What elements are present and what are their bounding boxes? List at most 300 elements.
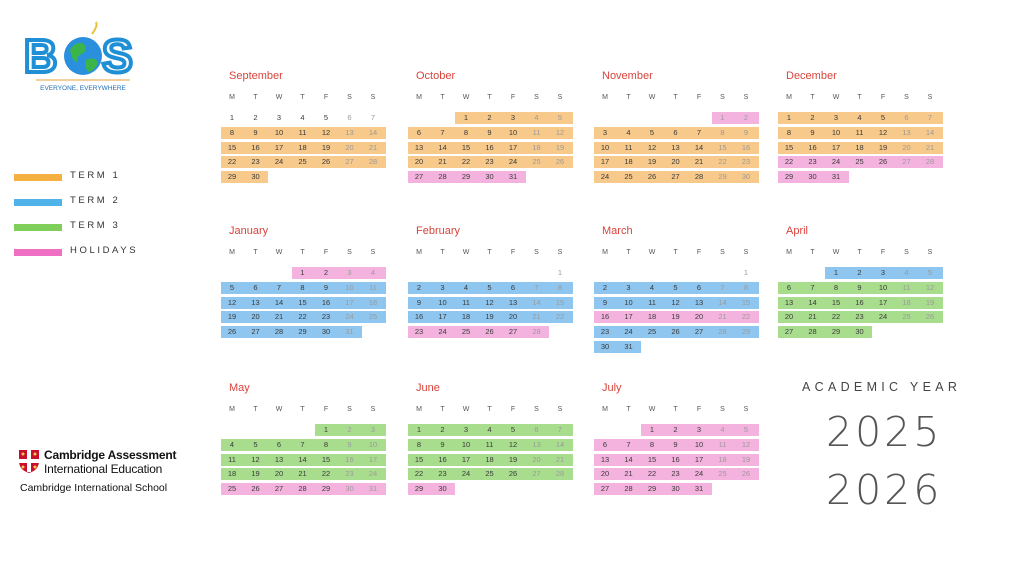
day-cell: 2 bbox=[323, 268, 329, 277]
day-cell: 25 bbox=[902, 312, 911, 322]
day-cell: 17 bbox=[368, 454, 378, 464]
day-cell: 24 bbox=[438, 327, 447, 337]
day-cell: 9 bbox=[347, 439, 352, 449]
day-cell: 19 bbox=[555, 142, 565, 152]
day-cell: 23 bbox=[345, 469, 354, 479]
day-cell: 24 bbox=[461, 469, 471, 479]
weekday-header: T bbox=[487, 406, 492, 413]
day-cell: 9 bbox=[487, 127, 492, 137]
year-start: 2025 bbox=[826, 408, 943, 456]
day-cell: 23 bbox=[855, 312, 864, 322]
day-cell: 9 bbox=[673, 439, 678, 449]
day-cell: 23 bbox=[600, 327, 610, 337]
month-name: March bbox=[602, 225, 633, 237]
day-cell: 17 bbox=[624, 312, 633, 322]
day-cell: 16 bbox=[345, 454, 354, 464]
month-february bbox=[408, 225, 578, 375]
day-cell: 13 bbox=[345, 127, 354, 137]
day-cell: 28 bbox=[718, 327, 727, 337]
day-cell: 18 bbox=[227, 469, 237, 479]
day-cell: 7 bbox=[370, 113, 376, 122]
day-cell: 29 bbox=[741, 327, 751, 337]
day-cell: 27 bbox=[345, 157, 354, 167]
day-cell: 30 bbox=[438, 484, 447, 494]
day-cell: 2 bbox=[857, 268, 862, 277]
day-cell: 7 bbox=[276, 282, 282, 292]
day-cell: 6 bbox=[696, 282, 702, 292]
day-cell: 19 bbox=[741, 454, 751, 464]
day-cell: 3 bbox=[626, 282, 631, 292]
day-cell: 17 bbox=[831, 142, 841, 152]
day-cell: 29 bbox=[414, 484, 424, 494]
weekday-header: T bbox=[440, 94, 445, 101]
day-cell: 8 bbox=[229, 127, 235, 137]
day-cell: 14 bbox=[532, 297, 541, 307]
day-cell: 10 bbox=[600, 142, 610, 152]
legend-item-term1 bbox=[14, 170, 154, 184]
legend-swatch-term3 bbox=[14, 224, 62, 231]
day-cell: 27 bbox=[671, 172, 680, 182]
day-cell: 17 bbox=[461, 454, 471, 464]
day-cell: 22 bbox=[298, 312, 307, 322]
day-cell: 10 bbox=[694, 439, 704, 449]
day-cell: 24 bbox=[600, 172, 610, 182]
day-cell: 28 bbox=[925, 157, 935, 167]
weekday-header: F bbox=[323, 94, 329, 101]
day-cell: 18 bbox=[298, 142, 307, 152]
day-cell: 22 bbox=[227, 157, 237, 167]
day-cell: 5 bbox=[927, 268, 933, 277]
day-cell: 28 bbox=[624, 484, 633, 494]
weekday-header: S bbox=[534, 406, 539, 413]
day-cell: 31 bbox=[345, 327, 354, 337]
day-cell: 29 bbox=[227, 172, 237, 182]
weekday-header: S bbox=[720, 406, 725, 413]
month-name: September bbox=[229, 70, 283, 82]
day-cell: 20 bbox=[784, 312, 794, 322]
weekday-header: T bbox=[253, 249, 258, 256]
day-cell: 7 bbox=[300, 439, 305, 449]
legend-swatch-term2 bbox=[14, 199, 62, 206]
day-cell: 6 bbox=[904, 113, 909, 122]
weekday-header: W bbox=[275, 249, 283, 256]
day-cell: 13 bbox=[902, 127, 911, 137]
day-cell: 4 bbox=[857, 113, 862, 122]
day-cell: 8 bbox=[416, 439, 422, 449]
day-cell: 29 bbox=[461, 172, 471, 182]
day-cell: 14 bbox=[808, 297, 817, 307]
day-cell: 17 bbox=[878, 297, 888, 307]
day-cell: 13 bbox=[414, 142, 424, 152]
day-cell: 23 bbox=[414, 327, 424, 337]
day-cell: 22 bbox=[784, 157, 794, 167]
day-cell: 1 bbox=[416, 425, 422, 434]
day-cell: 3 bbox=[463, 425, 469, 434]
weekday-header: S bbox=[743, 94, 749, 101]
day-cell: 1 bbox=[743, 268, 749, 277]
weekday-header: M bbox=[416, 406, 422, 413]
day-cell: 12 bbox=[485, 297, 494, 307]
year-end: 2026 bbox=[826, 466, 943, 514]
day-cell: 19 bbox=[647, 157, 657, 167]
day-cell: 19 bbox=[925, 297, 935, 307]
day-cell: 4 bbox=[463, 282, 469, 292]
day-cell: 6 bbox=[602, 439, 608, 449]
day-cell: 6 bbox=[673, 127, 678, 137]
day-cell: 21 bbox=[438, 157, 447, 167]
weekday-header: F bbox=[323, 249, 329, 256]
day-cell: 14 bbox=[694, 142, 704, 152]
day-cell: 11 bbox=[648, 297, 656, 307]
weekday-header: W bbox=[648, 406, 656, 413]
day-cell: 15 bbox=[647, 454, 657, 464]
day-cell: 9 bbox=[323, 282, 329, 292]
day-cell: 3 bbox=[510, 113, 516, 122]
day-cell: 22 bbox=[741, 312, 751, 322]
day-cell: 22 bbox=[321, 469, 331, 479]
day-cell: 7 bbox=[626, 439, 631, 449]
day-cell: 7 bbox=[696, 127, 702, 137]
day-cell: 24 bbox=[831, 157, 841, 167]
day-cell: 14 bbox=[298, 454, 307, 464]
day-cell: 25 bbox=[227, 484, 237, 494]
day-cell: 14 bbox=[925, 127, 935, 137]
day-cell: 1 bbox=[323, 425, 329, 434]
legend-label-holidays: HOLIDAYS bbox=[70, 245, 139, 256]
day-cell: 20 bbox=[251, 312, 260, 322]
month-october bbox=[408, 70, 578, 220]
weekday-header: F bbox=[880, 94, 886, 101]
day-cell: 18 bbox=[532, 142, 541, 152]
weekday-header: T bbox=[300, 249, 305, 256]
day-cell: 13 bbox=[671, 142, 680, 152]
day-cell: 25 bbox=[485, 469, 494, 479]
day-cell: 22 bbox=[414, 469, 424, 479]
day-cell: 6 bbox=[347, 113, 352, 122]
day-cell: 18 bbox=[855, 142, 864, 152]
day-cell: 16 bbox=[485, 142, 494, 152]
day-cell: 2 bbox=[440, 425, 445, 434]
day-cell: 21 bbox=[368, 142, 378, 152]
day-cell: 23 bbox=[485, 157, 494, 167]
day-cell: 27 bbox=[784, 327, 794, 337]
weekday-header: T bbox=[810, 249, 815, 256]
day-cell: 5 bbox=[743, 425, 749, 434]
weekday-header: W bbox=[832, 249, 840, 256]
day-cell: 6 bbox=[276, 439, 282, 449]
month-name: July bbox=[602, 382, 622, 394]
day-cell: 31 bbox=[831, 172, 841, 182]
day-cell: 18 bbox=[624, 157, 633, 167]
day-cell: 23 bbox=[438, 469, 447, 479]
day-cell: 12 bbox=[508, 439, 518, 449]
day-cell: 2 bbox=[347, 425, 352, 434]
day-cell: 7 bbox=[927, 113, 933, 122]
weekday-header: W bbox=[275, 406, 283, 413]
day-cell: 8 bbox=[649, 439, 655, 449]
day-cell: 5 bbox=[487, 282, 492, 292]
day-cell: 5 bbox=[323, 113, 329, 122]
day-cell: 1 bbox=[720, 113, 725, 122]
legend-label-term1: TERM 1 bbox=[70, 170, 121, 181]
day-cell: 13 bbox=[784, 297, 794, 307]
month-name: October bbox=[416, 70, 456, 82]
day-cell: 26 bbox=[321, 157, 331, 167]
day-cell: 26 bbox=[925, 312, 935, 322]
legend-item-holidays bbox=[14, 245, 154, 259]
day-cell: 20 bbox=[671, 157, 680, 167]
day-cell: 11 bbox=[228, 454, 236, 464]
day-cell: 21 bbox=[694, 157, 704, 167]
day-cell: 23 bbox=[251, 157, 260, 167]
legend-swatch-term1 bbox=[14, 174, 62, 181]
weekday-header: F bbox=[510, 94, 516, 101]
weekday-header: S bbox=[743, 406, 749, 413]
day-cell: 4 bbox=[487, 425, 492, 434]
day-cell: 6 bbox=[510, 282, 516, 292]
day-cell: 9 bbox=[743, 127, 749, 137]
day-cell: 28 bbox=[808, 327, 817, 337]
day-cell: 16 bbox=[808, 142, 817, 152]
day-cell: 15 bbox=[414, 454, 424, 464]
day-cell: 26 bbox=[227, 327, 237, 337]
weekday-header: F bbox=[696, 249, 702, 256]
day-cell: 2 bbox=[253, 113, 258, 122]
month-name: February bbox=[416, 225, 461, 237]
day-cell: 28 bbox=[532, 327, 541, 337]
weekday-header: T bbox=[253, 94, 258, 101]
day-cell: 11 bbox=[485, 439, 494, 449]
day-cell: 17 bbox=[600, 157, 610, 167]
day-cell: 4 bbox=[720, 425, 725, 434]
day-cell: 7 bbox=[810, 282, 815, 292]
svg-text:S: S bbox=[102, 30, 133, 82]
day-cell: 17 bbox=[274, 142, 284, 152]
day-cell: 27 bbox=[600, 484, 610, 494]
day-cell: 7 bbox=[440, 127, 445, 137]
day-cell: 15 bbox=[718, 142, 727, 152]
day-cell: 11 bbox=[902, 282, 911, 292]
day-cell: 14 bbox=[624, 454, 633, 464]
day-cell: 20 bbox=[694, 312, 704, 322]
day-cell: 22 bbox=[461, 157, 471, 167]
day-cell: 27 bbox=[902, 157, 911, 167]
day-cell: 9 bbox=[810, 127, 815, 137]
day-cell: 29 bbox=[321, 484, 331, 494]
day-cell: 12 bbox=[555, 127, 565, 137]
day-cell: 28 bbox=[555, 469, 565, 479]
weekday-header: S bbox=[370, 249, 376, 256]
day-cell: 16 bbox=[321, 297, 331, 307]
weekday-header: T bbox=[673, 406, 678, 413]
weekday-header: S bbox=[347, 406, 352, 413]
weekday-header: M bbox=[602, 406, 608, 413]
day-cell: 29 bbox=[298, 327, 307, 337]
day-cell: 24 bbox=[508, 157, 518, 167]
day-cell: 10 bbox=[274, 127, 284, 137]
day-cell: 23 bbox=[741, 157, 751, 167]
day-cell: 9 bbox=[416, 297, 422, 307]
day-cell: 14 bbox=[718, 297, 727, 307]
month-january bbox=[221, 225, 391, 375]
day-cell: 28 bbox=[438, 172, 447, 182]
day-cell: 10 bbox=[831, 127, 841, 137]
day-cell: 11 bbox=[624, 142, 633, 152]
day-cell: 17 bbox=[438, 312, 447, 322]
day-cell: 6 bbox=[416, 127, 422, 137]
day-cell: 10 bbox=[878, 282, 888, 292]
weekday-header: T bbox=[440, 406, 445, 413]
day-cell: 10 bbox=[438, 297, 447, 307]
day-cell: 20 bbox=[345, 142, 354, 152]
day-cell: 6 bbox=[786, 282, 792, 292]
day-cell: 18 bbox=[461, 312, 471, 322]
day-cell: 24 bbox=[345, 312, 354, 322]
day-cell: 24 bbox=[274, 157, 284, 167]
day-cell: 7 bbox=[557, 425, 563, 434]
day-cell: 1 bbox=[833, 268, 839, 277]
weekday-header: M bbox=[229, 249, 235, 256]
day-cell: 26 bbox=[647, 172, 657, 182]
day-cell: 8 bbox=[557, 282, 563, 292]
day-cell: 26 bbox=[508, 469, 518, 479]
day-cell: 12 bbox=[878, 127, 888, 137]
month-name: December bbox=[786, 70, 837, 82]
weekday-header: T bbox=[626, 249, 631, 256]
weekday-header: T bbox=[673, 94, 678, 101]
day-cell: 27 bbox=[251, 327, 260, 337]
day-cell: 22 bbox=[555, 312, 565, 322]
cambridge-line1: Cambridge Assessment bbox=[44, 448, 177, 462]
weekday-header: T bbox=[440, 249, 445, 256]
weekday-header: F bbox=[880, 249, 886, 256]
day-cell: 2 bbox=[487, 113, 492, 122]
day-cell: 13 bbox=[694, 297, 704, 307]
svg-text:B: B bbox=[24, 30, 58, 82]
day-cell: 15 bbox=[784, 142, 794, 152]
day-cell: 21 bbox=[555, 454, 565, 464]
day-cell: 11 bbox=[462, 297, 470, 307]
weekday-header: T bbox=[300, 406, 305, 413]
day-cell: 15 bbox=[555, 297, 565, 307]
weekday-header: M bbox=[602, 249, 608, 256]
month-march bbox=[594, 225, 764, 375]
month-may bbox=[221, 382, 391, 532]
day-cell: 12 bbox=[251, 454, 260, 464]
day-cell: 5 bbox=[880, 113, 886, 122]
day-cell: 19 bbox=[508, 454, 518, 464]
day-cell: 4 bbox=[534, 113, 539, 122]
day-cell: 17 bbox=[694, 454, 704, 464]
day-cell: 16 bbox=[600, 312, 610, 322]
day-cell: 29 bbox=[831, 327, 841, 337]
day-cell: 11 bbox=[298, 127, 307, 137]
day-cell: 20 bbox=[274, 469, 284, 479]
day-cell: 17 bbox=[345, 297, 354, 307]
day-cell: 8 bbox=[833, 282, 839, 292]
day-cell: 21 bbox=[532, 312, 541, 322]
day-cell: 25 bbox=[624, 172, 633, 182]
day-cell: 20 bbox=[508, 312, 518, 322]
weekday-header: M bbox=[229, 406, 235, 413]
day-cell: 13 bbox=[532, 439, 541, 449]
weekday-header: T bbox=[487, 94, 492, 101]
day-cell: 8 bbox=[743, 282, 749, 292]
day-cell: 26 bbox=[878, 157, 888, 167]
day-cell: 7 bbox=[534, 282, 539, 292]
weekday-header: W bbox=[462, 94, 470, 101]
day-cell: 25 bbox=[647, 327, 657, 337]
day-cell: 19 bbox=[671, 312, 680, 322]
day-cell: 12 bbox=[227, 297, 237, 307]
day-cell: 23 bbox=[671, 469, 680, 479]
day-cell: 4 bbox=[626, 127, 631, 137]
day-cell: 11 bbox=[718, 439, 727, 449]
day-cell: 23 bbox=[808, 157, 817, 167]
weekday-header: F bbox=[510, 406, 516, 413]
weekday-header: S bbox=[557, 249, 563, 256]
day-cell: 30 bbox=[251, 172, 260, 182]
month-june bbox=[408, 382, 578, 532]
day-cell: 13 bbox=[274, 454, 284, 464]
day-cell: 2 bbox=[602, 282, 608, 292]
weekday-header: S bbox=[557, 94, 563, 101]
weekday-header: S bbox=[557, 406, 563, 413]
day-cell: 26 bbox=[251, 484, 260, 494]
day-cell: 25 bbox=[718, 469, 727, 479]
day-cell: 26 bbox=[741, 469, 751, 479]
day-cell: 3 bbox=[347, 268, 352, 277]
month-name: January bbox=[229, 225, 269, 237]
weekday-header: S bbox=[534, 94, 539, 101]
weekday-header: S bbox=[904, 249, 909, 256]
day-cell: 15 bbox=[227, 142, 237, 152]
day-cell: 28 bbox=[298, 484, 307, 494]
month-december bbox=[778, 70, 948, 220]
day-cell: 12 bbox=[925, 282, 935, 292]
month-name: April bbox=[786, 225, 809, 237]
month-november bbox=[594, 70, 764, 220]
day-cell: 2 bbox=[810, 113, 815, 122]
day-cell: 21 bbox=[274, 312, 284, 322]
day-cell: 9 bbox=[440, 439, 445, 449]
day-cell: 9 bbox=[602, 297, 608, 307]
weekday-header: F bbox=[696, 94, 702, 101]
day-cell: 11 bbox=[369, 282, 377, 292]
day-cell: 20 bbox=[902, 142, 911, 152]
weekday-header: S bbox=[927, 249, 933, 256]
day-cell: 31 bbox=[624, 342, 633, 351]
day-cell: 23 bbox=[321, 312, 331, 322]
day-cell: 25 bbox=[298, 157, 307, 167]
day-cell: 30 bbox=[671, 484, 680, 494]
day-cell: 24 bbox=[878, 312, 888, 322]
day-cell: 6 bbox=[534, 425, 539, 434]
day-cell: 15 bbox=[461, 142, 471, 152]
day-cell: 5 bbox=[557, 113, 563, 122]
day-cell: 5 bbox=[673, 282, 678, 292]
day-cell: 15 bbox=[321, 454, 331, 464]
day-cell: 1 bbox=[786, 113, 792, 122]
day-cell: 18 bbox=[718, 454, 727, 464]
day-cell: 30 bbox=[485, 172, 494, 182]
day-cell: 10 bbox=[368, 439, 378, 449]
day-cell: 26 bbox=[555, 157, 565, 167]
legend-label-term3: TERM 3 bbox=[70, 220, 121, 231]
legend-label-term2: TERM 2 bbox=[70, 195, 121, 206]
academic-year-label: ACADEMIC YEAR bbox=[802, 380, 962, 394]
day-cell: 6 bbox=[253, 282, 258, 292]
